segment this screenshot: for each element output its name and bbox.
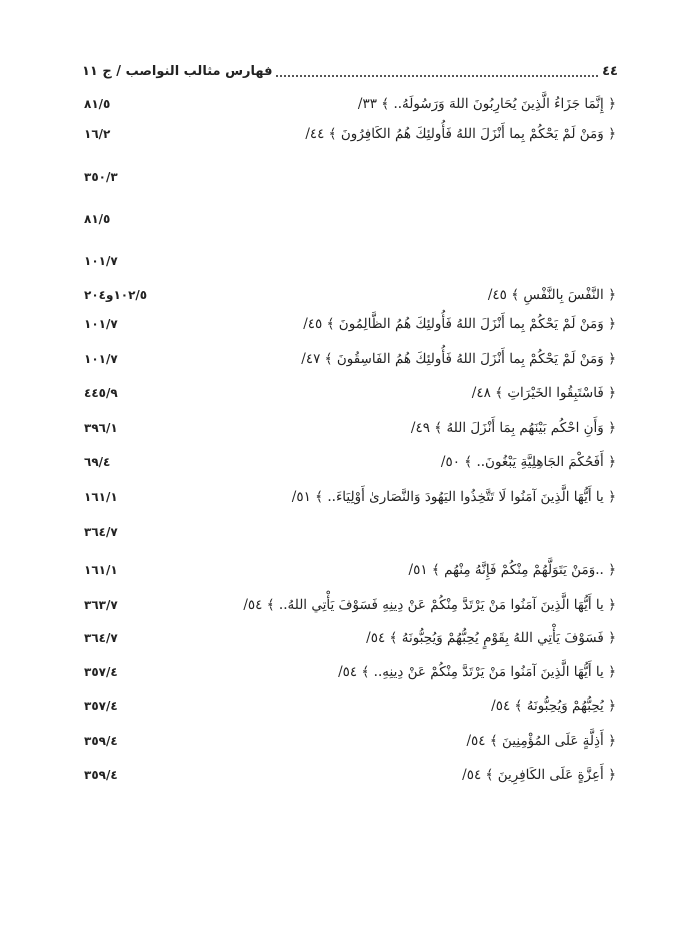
index-entry — [84, 660, 616, 684]
index-entry — [84, 763, 616, 787]
volume-page-reference: ١٠١/٧ — [84, 254, 118, 268]
verse-text: ﴿ وَمَنْ لَمْ يَحْكُمْ بِما أَنْزَلَ اللهُ فَأُولئِكَ هُمُ الكَافِرُونَ ﴾ ٤٤/ — [305, 126, 616, 142]
volume-page-reference: ١٦١/١ — [84, 563, 118, 577]
verse-text: ﴿ يا أَيُّهَا الَّذِينَ آمَنُوا مَنْ يَرْتَدَّ مِنْكُمْ عَنْ دِينِهِ.. ﴾ ٥٤/ — [338, 664, 616, 680]
volume-page-reference: ١٠١/٧ — [84, 352, 118, 366]
index-entry — [84, 249, 616, 273]
volume-page-reference: ١٦/٢ — [84, 127, 111, 141]
volume-page-reference: ٣٦٤/٧ — [84, 631, 118, 645]
index-entry — [84, 485, 616, 509]
volume-page-reference: ١٠٢/٥و٢٠٤ — [84, 288, 148, 302]
index-entry — [84, 92, 616, 116]
verse-text: ﴿ يا أَيُّهَا الَّذِينَ آمَنُوا لَا تَتَّخِذُوا اليَهُودَ وَالنَّصَارىٰ أَوْلِيَاءَ.. ﴾ ٥١/ — [291, 489, 616, 505]
volume-page-reference: ٦٩/٤ — [84, 455, 111, 469]
volume-page-reference: ١٠١/٧ — [84, 317, 118, 331]
page-number: ٤٤ — [602, 63, 618, 79]
verse-text: ﴿ أَفَحُكْمَ الجَاهِلِيَّةِ يَبْغُونَ.. ﴾ ٥٠/ — [440, 454, 616, 470]
index-entry — [84, 207, 616, 231]
verse-text: ﴿ وَأَنِ احْكُم بَيْنَهُم بِمَا أَنْزَلَ اللهُ ﴾ ٤٩/ — [410, 420, 616, 436]
index-entry — [84, 593, 616, 617]
index-entry — [84, 416, 616, 440]
verse-text: ﴿ وَمَنْ لَمْ يَحْكُمْ بِما أَنْزَلَ اللهُ فَأُولئِكَ هُمُ الظَّالِمُونَ ﴾ ٤٥/ — [303, 316, 616, 332]
index-entry — [84, 283, 616, 307]
verse-text: ﴿ فَاسْتَبِقُوا الخَيْرَاتِ ﴾ ٤٨/ — [471, 385, 616, 401]
volume-page-reference: ٨١/٥ — [84, 212, 111, 226]
volume-page-reference: ٣٦٤/٧ — [84, 525, 118, 539]
volume-page-reference: ٨١/٥ — [84, 97, 111, 111]
volume-page-reference: ٣٦٣/٧ — [84, 598, 118, 612]
volume-page-reference: ٣٥٧/٤ — [84, 699, 118, 713]
index-entry — [84, 165, 616, 189]
volume-page-reference: ٣٥٠/٣ — [84, 170, 118, 184]
volume-page-reference: ٣٥٩/٤ — [84, 734, 118, 748]
volume-page-reference: ٣٥٧/٤ — [84, 665, 118, 679]
verse-text: ﴿ يا أَيُّهَا الَّذِينَ آمَنُوا مَنْ يَرْتَدَّ مِنْكُمْ عَنْ دِينِهِ فَسَوْفَ يَأْتِي اللهُ.. ﴾ ٥٤/ — [243, 597, 616, 613]
volume-page-reference: ٣٩٦/١ — [84, 421, 118, 435]
verse-text: ﴿ يُحِبُّهُمْ وَيُحِبُّونَهُ ﴾ ٥٤/ — [491, 698, 616, 714]
index-entry — [84, 558, 616, 582]
index-entry — [84, 122, 616, 146]
verse-text: ﴿ أَعِزَّةٍ عَلَى الكَافِرِينَ ﴾ ٥٤/ — [462, 767, 616, 783]
verse-text: ﴿ وَمَنْ لَمْ يَحْكُمْ بِما أَنْزَلَ اللهُ فَأُولئِكَ هُمُ الفَاسِقُونَ ﴾ ٤٧/ — [301, 351, 616, 367]
leader-dots — [276, 65, 598, 77]
verse-text: ﴿ ..وَمَنْ يَتَوَلَّهُمْ مِنْكُمْ فَإِنَّهُ مِنْهُم ﴾ ٥١/ — [408, 562, 616, 578]
verse-text: ﴿ إِنَّمَا جَزَاءُ الَّذِينَ يُحَارِبُونَ اللهَ وَرَسُولَهُ.. ﴾ ٣٣/ — [357, 96, 616, 112]
index-entry — [84, 381, 616, 405]
index-entry — [84, 626, 616, 650]
running-title: فهارس مثالب النواصب / ج ١١ — [82, 63, 273, 79]
volume-page-reference: ٤٤٥/٩ — [84, 386, 118, 400]
verse-text: ﴿ أَذِلَّةٍ عَلَى المُؤْمِنِينَ ﴾ ٥٤/ — [466, 733, 616, 749]
index-entry — [84, 450, 616, 474]
index-entry — [84, 694, 616, 718]
index-entry — [84, 520, 616, 544]
index-entry — [84, 729, 616, 753]
index-entry — [84, 347, 616, 371]
verse-text: ﴿ النَّفْسَ بِالنَّفْسِ ﴾ ٤٥/ — [487, 287, 616, 303]
verse-text: ﴿ فَسَوْفَ يَأْتِي اللهُ بِقَوْمٍ يُحِبُّهُمْ وَيُحِبُّونَهُ ﴾ ٥٤/ — [366, 630, 616, 646]
volume-page-reference: ١٦١/١ — [84, 490, 118, 504]
index-entry — [84, 312, 616, 336]
running-header — [82, 60, 618, 82]
volume-page-reference: ٣٥٩/٤ — [84, 768, 118, 782]
